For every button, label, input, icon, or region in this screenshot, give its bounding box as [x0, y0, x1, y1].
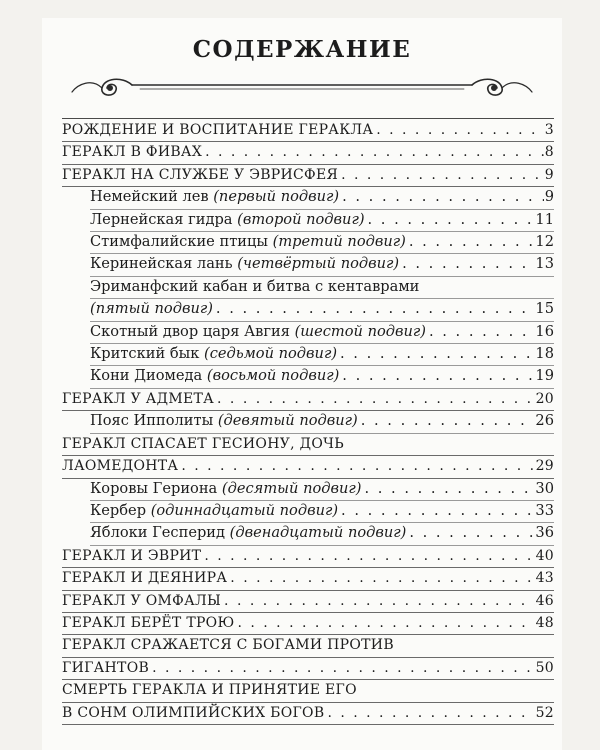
dot-leader — [216, 298, 535, 320]
entry-text — [90, 365, 339, 387]
entry-title: ГЕРАКЛ СРАЖАЕТСЯ С БОГАМИ ПРОТИВ — [62, 637, 394, 654]
dot-leader — [205, 141, 544, 163]
entry-text — [62, 657, 149, 679]
toc-section-entry — [62, 500, 554, 522]
flourish-divider-icon — [62, 66, 542, 102]
page-number: 43 — [535, 570, 554, 587]
page-number: 18 — [535, 345, 554, 363]
toc-section-entry — [62, 186, 554, 208]
toc-chapter-entry — [62, 433, 554, 455]
dot-leader — [217, 388, 535, 410]
page-number: 15 — [535, 300, 554, 318]
toc-chapter-entry — [62, 612, 554, 634]
entry-text — [90, 298, 213, 320]
entry-title: ГЕРАКЛ У АДМЕТА — [62, 390, 215, 407]
dot-leader — [342, 365, 534, 387]
entry-text — [90, 522, 406, 544]
dot-leader — [342, 186, 544, 208]
entry-title: Эриманфский кабан и битва с кентаврами — [90, 277, 420, 295]
dot-leader — [402, 253, 534, 275]
toc-section-entry — [62, 231, 554, 253]
entry-text — [62, 119, 373, 141]
entry-text — [90, 410, 358, 432]
entry-text — [90, 478, 361, 500]
page-number: 8 — [544, 144, 554, 161]
entry-title: Скотный двор царя Авгия — [90, 322, 290, 340]
dot-leader — [230, 567, 534, 589]
toc-chapter-entry — [62, 567, 554, 589]
page-number: 30 — [535, 479, 554, 497]
entry-title: В СОНМ ОЛИМПИЙСКИХ БОГОВ — [62, 704, 325, 721]
entry-title: Лернейская гидра — [90, 210, 233, 228]
entry-text — [62, 590, 221, 612]
page-number: 11 — [535, 210, 554, 228]
entry-title: Керинейская лань — [90, 255, 233, 273]
dot-leader — [376, 119, 544, 141]
entry-title: ГЕРАКЛ НА СЛУЖБЕ У ЭВРИСФЕЯ — [62, 166, 339, 183]
page-number: 12 — [535, 233, 554, 251]
entry-text — [62, 545, 201, 567]
book-page — [42, 18, 562, 750]
toc-section-entry — [62, 522, 554, 544]
toc-section-entry — [62, 253, 554, 275]
labor-number: (одиннадцатый подвиг) — [150, 501, 339, 519]
dot-leader — [409, 522, 534, 544]
page-number: 19 — [535, 367, 554, 385]
toc-chapter-entry — [62, 657, 554, 679]
dot-leader — [429, 321, 534, 343]
entry-title: ГЕРАКЛ И ЭВРИТ — [62, 547, 202, 564]
entry-text — [90, 343, 337, 365]
entry-text — [62, 141, 202, 163]
toc-chapter-entry — [62, 679, 554, 701]
toc-section-entry — [62, 410, 554, 432]
entry-text — [62, 679, 357, 701]
entry-title: Коровы Гериона — [90, 479, 218, 497]
entry-text — [62, 455, 178, 477]
toc-chapter-entry — [62, 590, 554, 612]
toc-section-entry — [62, 209, 554, 231]
dot-leader — [237, 612, 534, 634]
entry-text — [90, 276, 419, 298]
page-number: 52 — [535, 704, 554, 721]
toc-chapter-entry — [62, 164, 554, 186]
toc-section-entry — [62, 298, 554, 320]
labor-number: (десятый подвиг) — [221, 479, 362, 497]
entry-text — [90, 500, 338, 522]
entry-text — [90, 186, 339, 208]
entry-text — [62, 388, 214, 410]
toc-section-entry — [62, 276, 554, 298]
entry-title: Стимфалийские птицы — [90, 233, 268, 251]
dot-leader — [361, 410, 535, 432]
page-number: 33 — [535, 501, 554, 519]
page-number: 29 — [535, 458, 554, 475]
entry-text — [62, 433, 344, 455]
toc-section-entry — [62, 321, 554, 343]
labor-number: (первый подвиг) — [213, 188, 340, 206]
page-number: 36 — [535, 524, 554, 542]
dot-leader — [327, 702, 534, 724]
page-number: 20 — [535, 390, 554, 407]
toc-chapter-entry — [62, 634, 554, 656]
page-number: 50 — [535, 659, 554, 676]
entry-title: Яблоки Гесперид — [90, 524, 226, 542]
page-number: 48 — [535, 614, 554, 631]
toc-chapter-entry — [62, 141, 554, 163]
table-of-contents — [62, 118, 554, 724]
dot-leader — [181, 455, 534, 477]
labor-number: (третий подвиг) — [272, 233, 406, 251]
entry-title: ГИГАНТОВ — [62, 659, 150, 676]
page-number: 9 — [544, 188, 554, 206]
labor-number: (седьмой подвиг) — [204, 345, 338, 363]
labor-number: (девятый подвиг) — [217, 412, 358, 430]
toc-chapter-entry — [62, 455, 554, 477]
toc-chapter-entry — [62, 118, 554, 141]
entry-text — [90, 231, 406, 253]
labor-number: (четвёртый подвиг) — [237, 255, 400, 273]
entry-title: ГЕРАКЛ В ФИВАХ — [62, 144, 203, 161]
entry-title: Пояс Ипполиты — [90, 412, 214, 430]
entry-title: РОЖДЕНИЕ И ВОСПИТАНИЕ ГЕРАКЛА — [62, 122, 374, 138]
entry-text — [62, 702, 324, 724]
toc-section-entry — [62, 478, 554, 500]
labor-number: (двенадцатый подвиг) — [229, 524, 407, 542]
dot-leader — [364, 478, 534, 500]
entry-title: ГЕРАКЛ У ОМФАЛЫ — [62, 592, 222, 609]
toc-section-entry — [62, 365, 554, 387]
dot-leader — [340, 343, 534, 365]
entry-title: ГЕРАКЛ БЕРЁТ ТРОЮ — [62, 614, 235, 631]
entry-title: Критский бык — [90, 345, 200, 363]
entry-title: ГЕРАКЛ И ДЕЯНИРА — [62, 570, 228, 587]
toc-chapter-entry — [62, 545, 554, 567]
page-number: 9 — [544, 166, 554, 183]
entry-text — [62, 164, 338, 186]
page-title: СОДЕРЖАНИЕ — [192, 36, 412, 63]
page-number: 16 — [535, 322, 554, 340]
entry-title: Кони Диомеда — [90, 367, 203, 385]
page-number: 40 — [535, 547, 554, 564]
labor-number: (шестой подвиг) — [294, 322, 426, 340]
dot-leader — [152, 657, 535, 679]
page-number: 26 — [535, 412, 554, 430]
entry-text — [62, 612, 234, 634]
labor-number: (восьмой подвиг) — [206, 367, 340, 385]
entry-title: СМЕРТЬ ГЕРАКЛА И ПРИНЯТИЕ ЕГО — [62, 682, 357, 699]
dot-leader — [224, 590, 535, 612]
labor-number: (второй подвиг) — [237, 210, 365, 228]
toc-section-entry — [62, 343, 554, 365]
toc-chapter-entry — [62, 388, 554, 410]
entry-text — [90, 253, 399, 275]
toc-chapter-entry — [62, 702, 554, 724]
row-separator — [62, 724, 554, 725]
entry-title: ГЕРАКЛ СПАСАЕТ ГЕСИОНУ, ДОЧЬ — [62, 435, 344, 452]
page-number: 13 — [535, 255, 554, 273]
entry-title: ЛАОМЕДОНТА — [62, 458, 179, 475]
page-number: 3 — [544, 122, 554, 138]
dot-leader — [409, 231, 535, 253]
entry-text — [62, 567, 227, 589]
entry-text — [62, 634, 394, 656]
dot-leader — [368, 209, 535, 231]
entry-title: Немейский лев — [90, 188, 209, 206]
dot-leader — [341, 500, 534, 522]
labor-number: (пятый подвиг) — [90, 300, 213, 318]
entry-title: Кербер — [90, 501, 147, 519]
page-number: 46 — [535, 592, 554, 609]
dot-leader — [341, 164, 544, 186]
entry-text — [90, 209, 365, 231]
entry-text — [90, 321, 426, 343]
dot-leader — [204, 545, 534, 567]
